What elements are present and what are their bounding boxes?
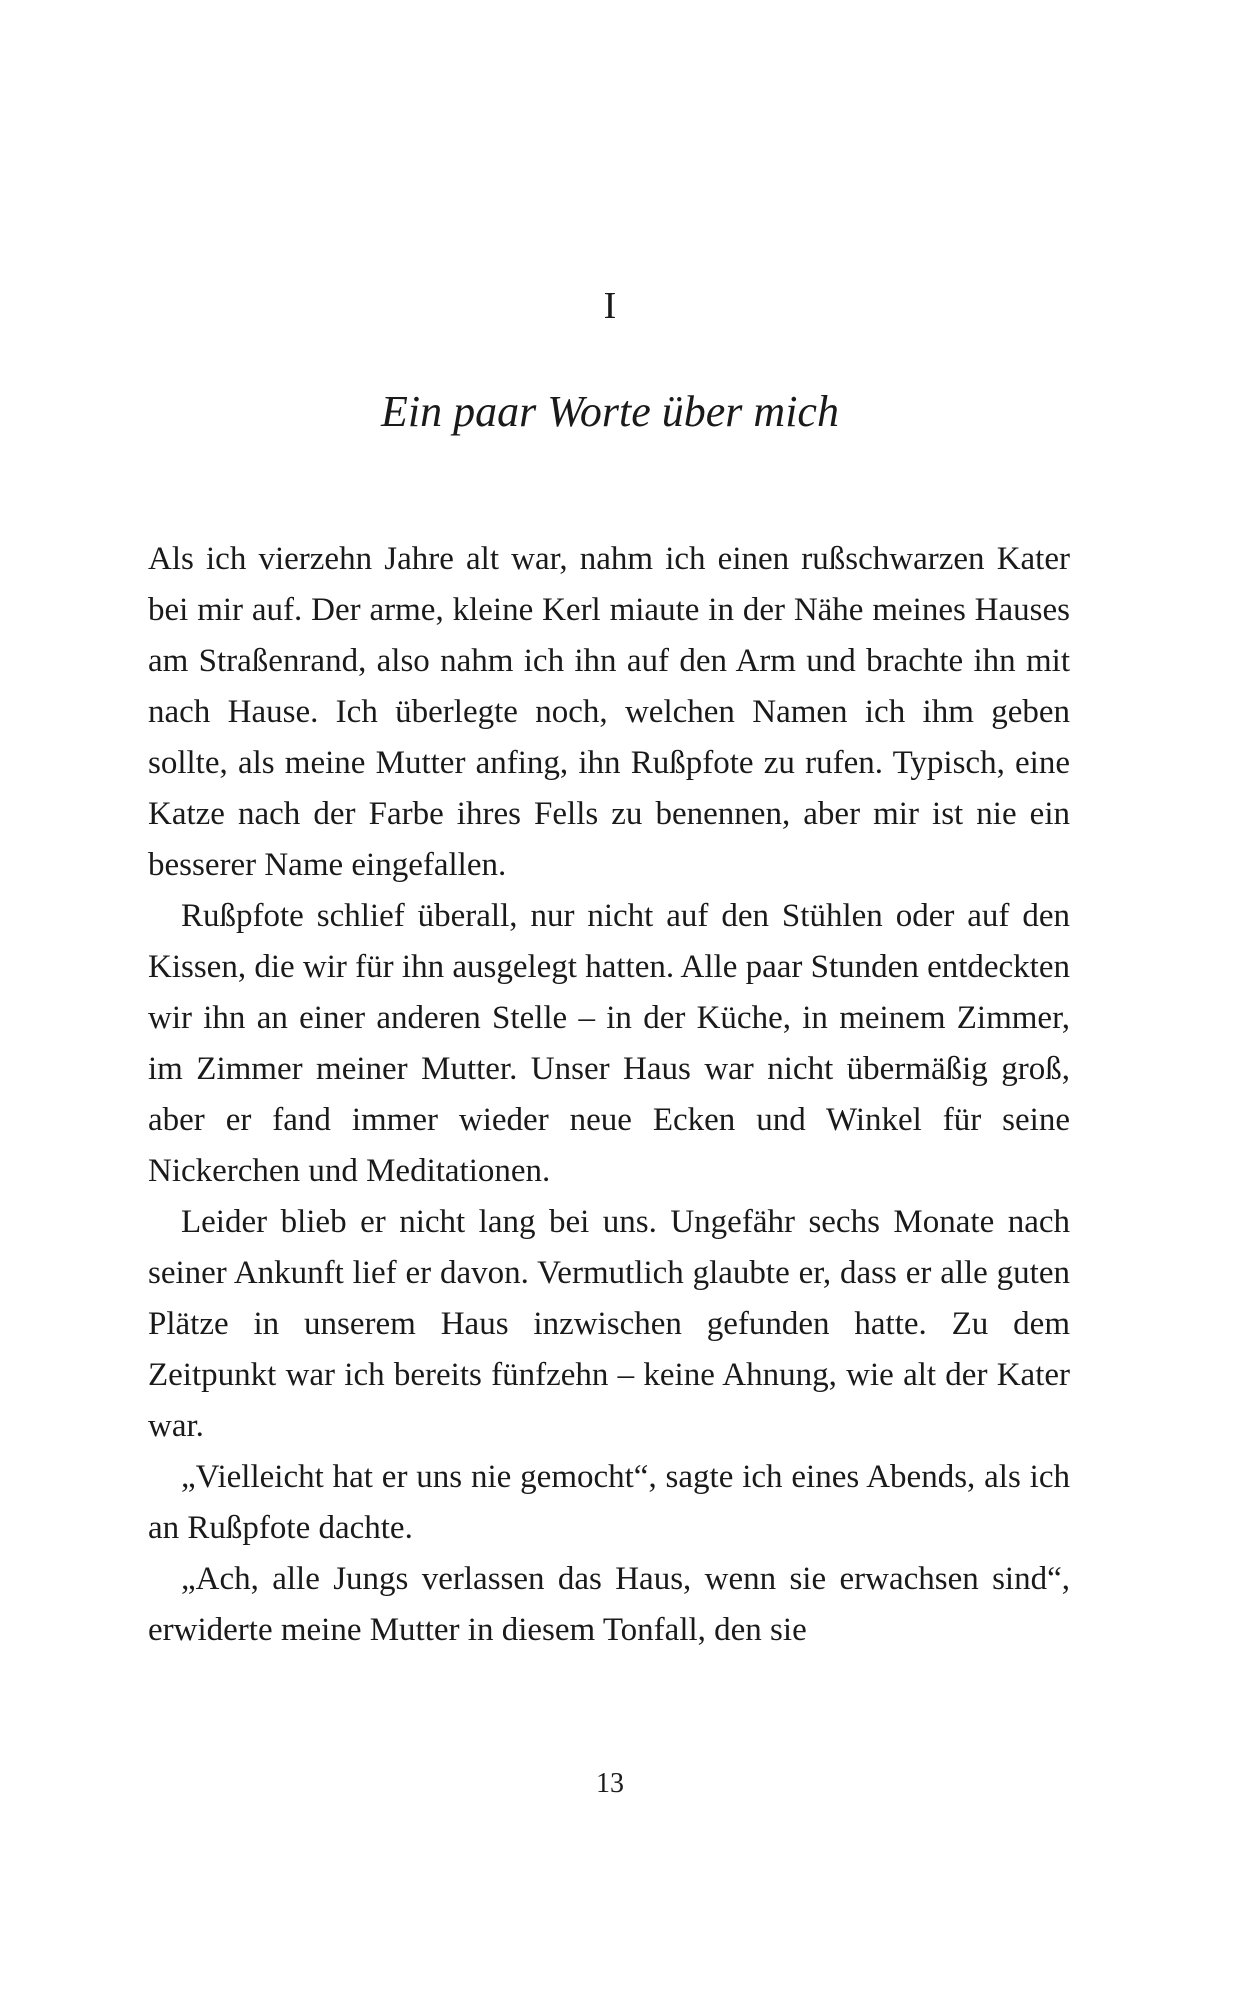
paragraph-4: „Vielleicht hat er uns nie gemocht“, sagte ich eines Abends, als ich an Rußpfote dachte.: [148, 1459, 1070, 1546]
paragraph-1: Als ich vierzehn Jahre alt war, nahm ich einen rußschwarzen Kater bei mir auf. Der arme, kleine Kerl miaute in der Nähe meines Hauses am Straßenrand, also nahm ich ihn auf den Arm und brachte ihn mit nach Hause. Ich überlegte noch, welchen Namen ich ihm geben sollte, als meine Mutter anfing, ihn Rußpfote zu rufen. Typisch, eine Katze nach der Farbe ihres Fells zu benennen, aber mir ist nie ein besserer Name eingefallen.: [148, 541, 1070, 883]
chapter-number: I: [603, 285, 617, 327]
paragraph-5: „Ach, alle Jungs verlassen das Haus, wenn sie erwachsen sind“, erwiderte meine Mutter in diesem Tonfall, den sie: [148, 1561, 1070, 1648]
page-number: 13: [596, 1768, 624, 1799]
chapter-title: Ein paar Worte über mich: [381, 387, 839, 436]
paragraph-2: Rußpfote schlief überall, nur nicht auf den Stühlen oder auf den Kissen, die wir für ihn ausgelegt hatten. Alle paar Stunden entdeckten wir ihn an einer anderen Stelle – in der Küche, in meinem Zimmer, im Zimmer meiner Mutter. Unser Haus war nicht übermäßig groß, aber er fand immer wieder neue Ecken und Winkel für seine Nickerchen und Meditationen.: [148, 898, 1070, 1189]
body-text: [148, 534, 1070, 1656]
paragraph-3: Leider blieb er nicht lang bei uns. Ungefähr sechs Monate nach seiner Ankunft lief er davon. Vermutlich glaubte er, dass er alle guten Plätze in unserem Haus inzwischen gefunden hatte. Zu dem Zeitpunkt war ich bereits fünfzehn – keine Ahnung, wie alt der Kater war.: [148, 1204, 1070, 1444]
